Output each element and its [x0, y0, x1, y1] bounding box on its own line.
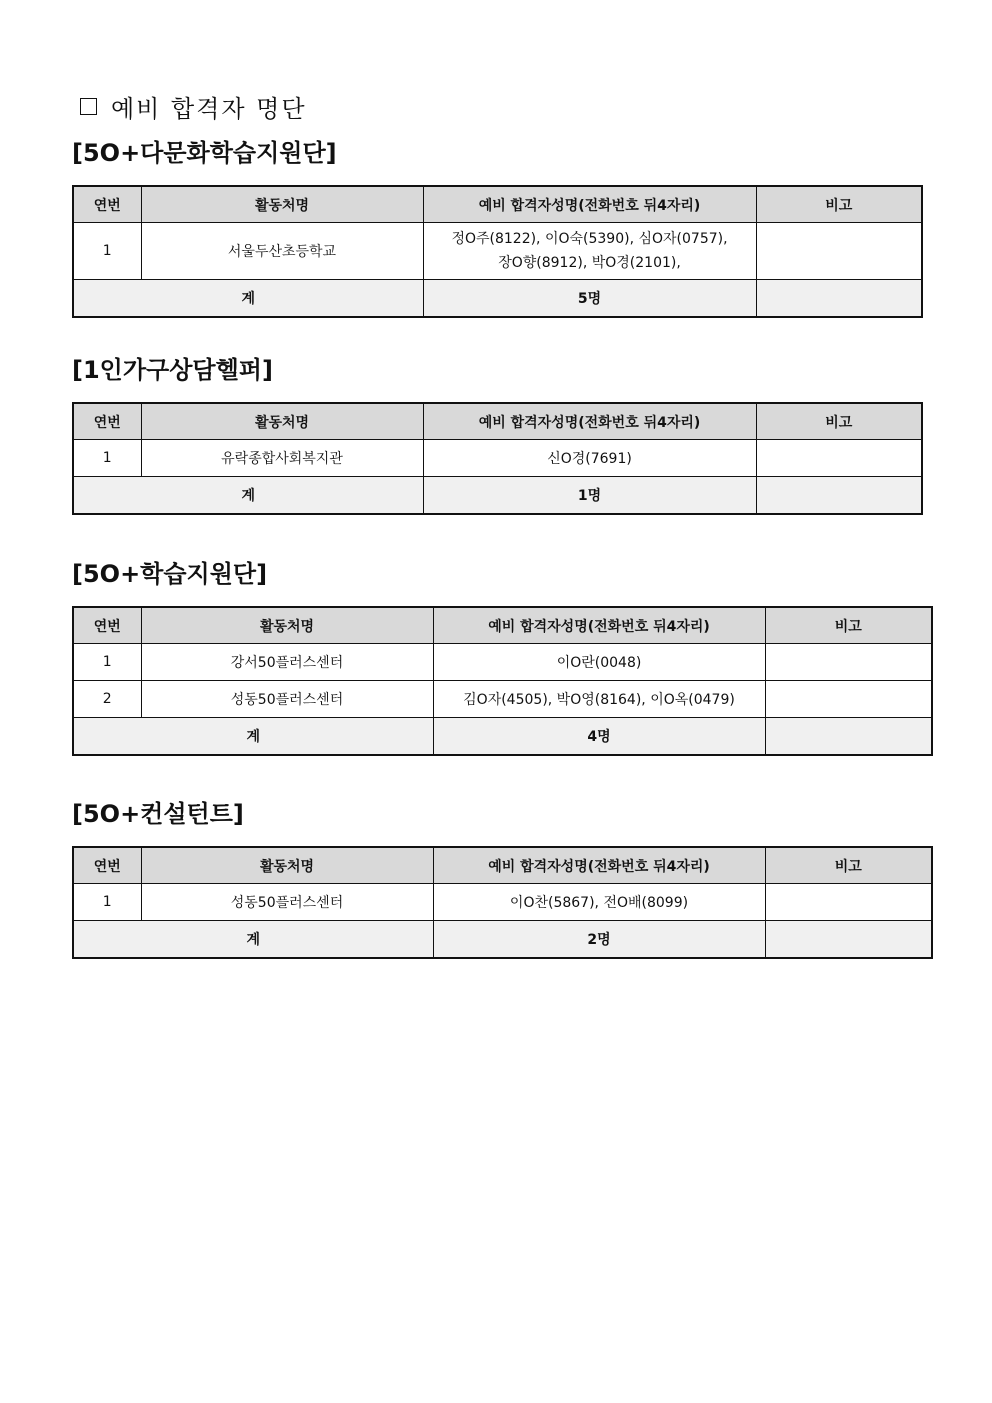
cell-no: 1	[73, 223, 141, 280]
col-header-place: 활동처명	[141, 607, 433, 644]
table-header-row	[73, 186, 922, 223]
table-row	[73, 644, 932, 681]
table-row	[73, 884, 932, 921]
cell-note	[765, 644, 932, 681]
cell-names	[423, 223, 756, 280]
cell-note	[756, 223, 922, 280]
col-header-note: 비고	[765, 847, 932, 884]
section-title-multicultural: [5O+다문화학습지원단]	[72, 139, 337, 167]
col-header-note: 비고	[756, 403, 922, 440]
col-header-names: 예비 합격자성명(전화번호 뒤4자리)	[433, 607, 765, 644]
total-note	[765, 921, 932, 959]
cell-names: 김O자(4505), 박O영(8164), 이O옥(0479)	[433, 681, 765, 718]
table-header-row	[73, 847, 932, 884]
total-note	[756, 477, 922, 515]
total-row	[73, 921, 932, 959]
cell-place: 서울두산초등학교	[141, 223, 423, 280]
table-row	[73, 440, 922, 477]
total-label: 계	[73, 280, 423, 318]
cell-note	[765, 884, 932, 921]
total-note	[765, 718, 932, 756]
col-header-no: 연번	[73, 847, 141, 884]
cell-place: 성동50플러스센터	[141, 884, 433, 921]
col-header-place: 활동처명	[141, 403, 423, 440]
total-row	[73, 477, 922, 515]
col-header-no: 연번	[73, 403, 141, 440]
section-title-learning-support: [5O+학습지원단]	[72, 560, 268, 588]
table-row	[73, 681, 932, 718]
table-row	[73, 223, 922, 280]
total-value: 1명	[423, 477, 756, 515]
cell-note	[765, 681, 932, 718]
table-header-row	[73, 607, 932, 644]
total-value: 5명	[423, 280, 756, 318]
table-consultant	[72, 846, 933, 959]
total-label: 계	[73, 718, 433, 756]
page-title-text: 예비 합격자 명단	[111, 94, 307, 123]
cell-place: 성동50플러스센터	[141, 681, 433, 718]
col-header-names: 예비 합격자성명(전화번호 뒤4자리)	[423, 186, 756, 223]
col-header-no: 연번	[73, 186, 141, 223]
cell-no: 1	[73, 644, 141, 681]
cell-no: 1	[73, 440, 141, 477]
col-header-place: 활동처명	[141, 847, 433, 884]
total-value: 2명	[433, 921, 765, 959]
table-single-household	[72, 402, 923, 515]
cell-place: 강서50플러스센터	[141, 644, 433, 681]
table-multicultural	[72, 185, 923, 318]
table-header-row	[73, 403, 922, 440]
col-header-names: 예비 합격자성명(전화번호 뒤4자리)	[433, 847, 765, 884]
col-header-note: 비고	[756, 186, 922, 223]
cell-names: 이O란(0048)	[433, 644, 765, 681]
page-title	[80, 88, 307, 124]
total-value: 4명	[433, 718, 765, 756]
col-header-no: 연번	[73, 607, 141, 644]
total-row	[73, 280, 922, 318]
total-label: 계	[73, 921, 433, 959]
cell-place: 유락종합사회복지관	[141, 440, 423, 477]
col-header-note: 비고	[765, 607, 932, 644]
section-title-consultant: [5O+컨설턴트]	[72, 800, 244, 828]
names-line: 장O향(8912), 박O경(2101),	[498, 255, 681, 271]
cell-names: 신O경(7691)	[423, 440, 756, 477]
cell-no: 1	[73, 884, 141, 921]
cell-names: 이O찬(5867), 전O배(8099)	[433, 884, 765, 921]
table-learning-support	[72, 606, 933, 756]
total-note	[756, 280, 922, 318]
cell-note	[756, 440, 922, 477]
checkbox-icon	[80, 98, 97, 115]
section-title-single-household: [1인가구상담헬퍼]	[72, 356, 273, 384]
total-label: 계	[73, 477, 423, 515]
names-line: 정O주(8122), 이O숙(5390), 심O자(0757),	[451, 231, 728, 247]
cell-no: 2	[73, 681, 141, 718]
col-header-place: 활동처명	[141, 186, 423, 223]
total-row	[73, 718, 932, 756]
col-header-names: 예비 합격자성명(전화번호 뒤4자리)	[423, 403, 756, 440]
